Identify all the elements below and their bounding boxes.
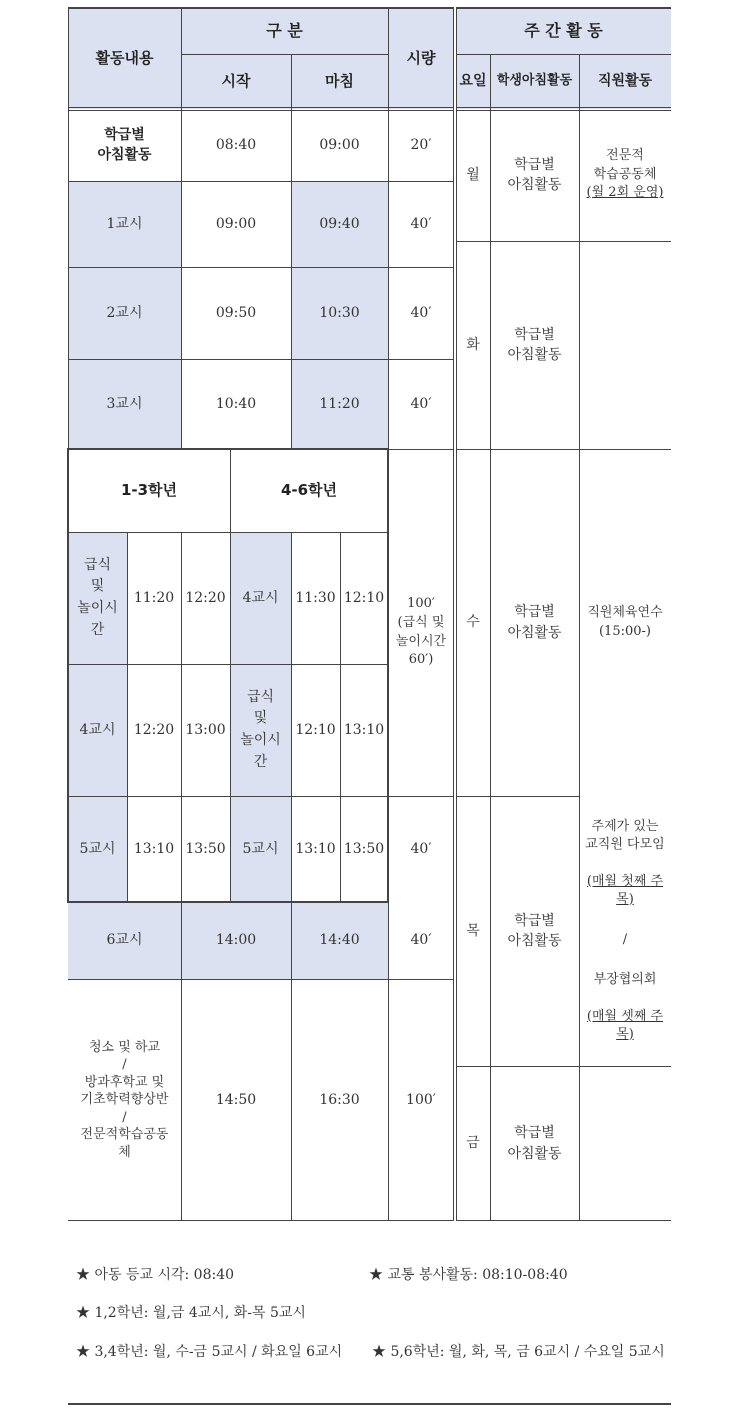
fri-activity: 학급별 아침활동 — [507, 1125, 562, 1162]
row-p2-end: 10:30 — [291, 267, 388, 359]
mon-activity: 학급별 아침활동 — [507, 156, 562, 193]
afterschool-duration: 100′ — [406, 1091, 436, 1108]
row-p1-label: 1교시 — [68, 181, 181, 267]
upper-p4-label: 4교시 — [230, 532, 291, 664]
upper-lunch-label: 급식 및 놀이시 간 — [230, 664, 291, 796]
lower-p4-start: 12:20 — [133, 721, 175, 738]
row-morning-duration: 20′ — [410, 136, 432, 153]
note-traffic: ★ 교통 봉사활동: 08:10-08:40 — [369, 1267, 568, 1283]
wed-activity: 학급별 아침활동 — [507, 604, 562, 641]
header-student-morning: 학생아침활동 — [490, 54, 579, 109]
row-p6-start: 14:00 — [181, 902, 291, 979]
row-p3-label: 3교시 — [68, 359, 181, 449]
thu-staff — [579, 796, 671, 1066]
row-p2-start: 09:50 — [215, 304, 257, 321]
header-start: 시작 — [181, 54, 291, 109]
note-arrival: ★ 아동 등교 시각: 08:40 — [76, 1267, 235, 1283]
day-tue: 화 — [466, 336, 480, 353]
lower-lunch-end: 12:20 — [185, 589, 226, 606]
mon-staff-text: 전문적 학습공동체 — [593, 147, 657, 182]
thu-staff-b — [587, 953, 663, 1062]
lower-p4-label: 4교시 — [68, 664, 127, 796]
note-grade-5-6: ★ 5,6학년: 월, 화, 목, 금 6교시 / 수요일 5교시 — [372, 1344, 665, 1360]
row-p3-end: 11:20 — [291, 359, 388, 449]
note-grade-3-4: ★ 3,4학년: 월, 수-금 5교시 / 화요일 6교시 — [76, 1344, 343, 1360]
upper-p4-end: 12:10 — [343, 589, 385, 606]
row-morning-end: 09:00 — [319, 136, 360, 153]
lower-lunch-label: 급식 및 놀이시 간 — [68, 532, 127, 664]
thu-staff-b-text: 부장협의회 — [593, 972, 657, 988]
thu-activity: 학급별 아침활동 — [507, 912, 562, 949]
upper-p5-end: 13:50 — [343, 840, 385, 857]
lower-p5-start: 13:10 — [133, 840, 175, 857]
row-p1-end: 09:40 — [291, 181, 388, 267]
upper-p5-start: 13:10 — [295, 840, 336, 857]
thu-staff-a — [585, 800, 664, 927]
afterschool-end: 16:30 — [319, 1091, 360, 1108]
lower-grades-header: 1-3학년 — [120, 480, 178, 499]
header-weekly: 주 간 활 동 — [456, 8, 671, 54]
upper-lunch-end: 13:10 — [343, 721, 385, 738]
upper-grades-header: 4-6학년 — [280, 480, 338, 499]
row-p1-duration: 40′ — [410, 215, 432, 232]
header-end: 마침 — [291, 54, 388, 109]
day-mon: 월 — [466, 166, 480, 183]
row-p1-start: 09:00 — [215, 215, 257, 232]
row-p2-duration: 40′ — [410, 304, 432, 321]
thu-staff-b-note: (매월 셋째 주 목) — [586, 1008, 664, 1042]
lower-p4-end: 13:00 — [185, 721, 226, 738]
day-wed: 수 — [466, 614, 480, 631]
header-activity: 활동내용 — [68, 8, 181, 109]
row-p6-duration: 40′ — [410, 932, 432, 949]
tue-activity: 학급별 아침활동 — [507, 326, 562, 363]
day-thu: 목 — [466, 922, 480, 939]
mon-staff — [579, 109, 671, 241]
header-duration: 시량 — [388, 8, 454, 109]
note-grade-1-2: ★ 1,2학년: 월,금 4교시, 화-목 5교시 — [76, 1305, 306, 1321]
lower-p5-end: 13:50 — [185, 840, 226, 857]
header-day: 요일 — [456, 54, 490, 109]
afterschool-start: 14:50 — [215, 1091, 257, 1108]
row-p2-label: 2교시 — [68, 267, 181, 359]
thu-staff-a-text: 주제가 있는 교직원 다모임 — [585, 819, 665, 853]
mon-staff-note: (월 2회 운영) — [586, 185, 664, 201]
day-fri: 금 — [466, 1135, 480, 1152]
row-p6-end: 14:40 — [291, 902, 388, 979]
header-division: 구 분 — [181, 8, 388, 54]
row-p3-duration: 40′ — [410, 395, 432, 412]
row-morning-start: 08:40 — [215, 136, 257, 153]
p5-duration: 40′ — [410, 840, 432, 857]
upper-p5-label: 5교시 — [230, 796, 291, 902]
lower-lunch-start: 11:20 — [133, 589, 175, 606]
lunch-block-duration: 100′ (급식 및 놀이시간 60′) — [395, 595, 447, 668]
lower-p5-label: 5교시 — [68, 796, 127, 902]
row-morning-label: 학급별 아침활동 — [97, 126, 152, 163]
header-staff: 직원활동 — [579, 54, 671, 109]
upper-p4-start: 11:30 — [295, 589, 336, 606]
row-p6-label: 6교시 — [68, 902, 181, 979]
afterschool-label: 청소 및 하교 / 방과후학교 및 기초학력향상반 / 전문적학습공동 체 — [80, 1039, 169, 1160]
upper-lunch-start: 12:10 — [295, 721, 336, 738]
row-p3-start: 10:40 — [215, 395, 257, 412]
thu-staff-a-note: (매월 첫째 주 목) — [586, 873, 664, 907]
thu-staff-separator: / — [622, 932, 628, 947]
wed-staff: 직원체육연수 (15:00-) — [587, 604, 663, 639]
